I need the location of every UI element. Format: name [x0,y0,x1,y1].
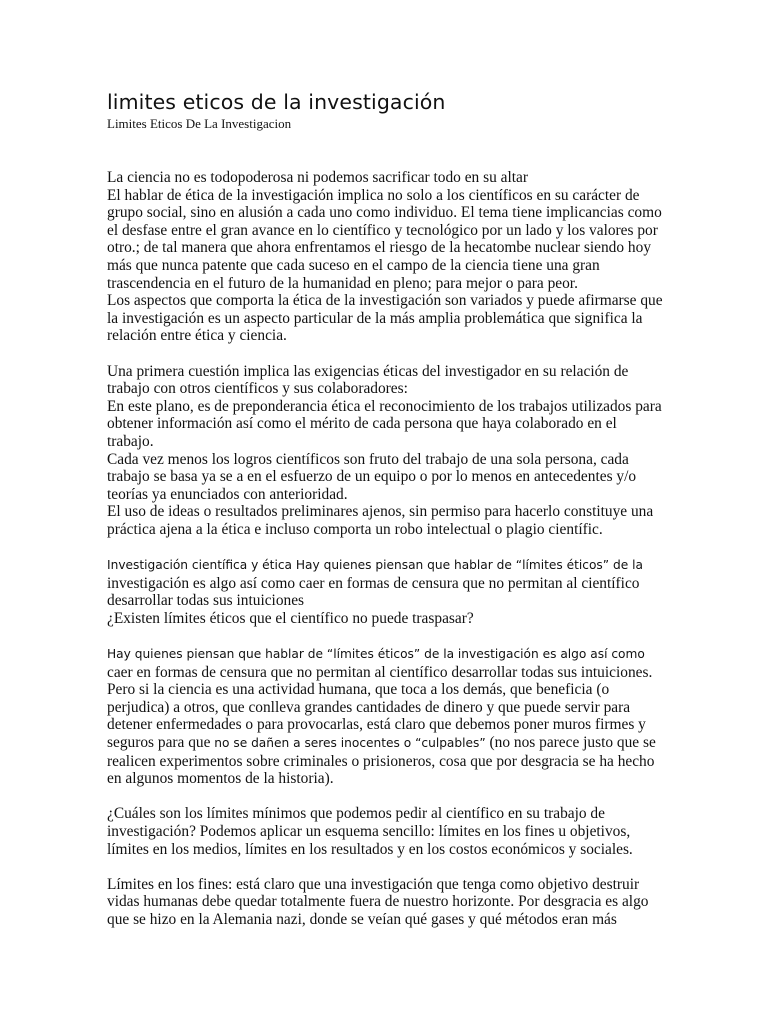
paragraph: La ciencia no es todopoderosa ni podemos sacrificar todo en su altar [107,169,528,186]
paragraph: Cada vez menos los logros científicos son fruto del trabajo de una sola persona, cada trabajo se basa ya se a en el esfuerzo de un equipo o por lo menos en antecedentes y/o teorías ya enunciados con anterioridad. [107,450,637,503]
paragraph: Límites en los fines: está claro que una investigación que tenga como objetivo destruir vidas humanas debe quedar totalmente fuera de nuestro horizonte. Por desgracia es algo que se hizo en la Alemania nazi, donde se veían qué gases y qué métodos eran más [107,875,649,928]
paragraph: Los aspectos que comporta la ética de la investigación son variados y puede afirmarse que la investigación es un aspecto particular de la más amplia problemática que significa la relación entre ética y ciencia. [107,292,663,345]
paragraph-gap [107,858,667,876]
paragraph [107,556,667,610]
sans-run: Investigación científica y ética Hay quienes piensan que hablar de “límites éticos” de la [107,558,643,573]
document-subtitle: Limites Eticos De La Investigacion [107,116,292,131]
paragraph [107,645,667,788]
paragraph: Una primera cuestión implica las exigencias éticas del investigador en su relación de trabajo con otros científicos y sus colaboradores: [107,362,629,398]
text-run: investigación es algo así como caer en formas de censura que no permitan al científico desarrollar todas sus intuiciones [107,574,640,610]
text-run: (no nos parece justo que se realicen experimentos sobre criminales o prisioneros, cosa que por desgracia se ha hecho en algunos momentos de la historia). [107,734,656,788]
sans-run: Hay quienes piensan que hablar de “límites éticos” de la investigación es algo así como [107,647,645,662]
paragraph-gap [107,538,667,556]
document-title: limites eticos de la investigación [107,90,446,114]
paragraph: ¿Cuáles son los límites mínimos que podemos pedir al científico en su trabajo de investigación? Podemos aplicar un esquema sencillo: límites en los fines u objetivos, límites en los medios, límites en los resultados y en los costos económicos y sociales. [107,805,633,858]
paragraph-gap [107,788,667,806]
paragraph: ¿Existen límites éticos que el científico no puede traspasar? [107,609,474,627]
paragraph-gap [107,627,667,645]
paragraph-gap [107,345,667,363]
paragraph: El hablar de ética de la investigación implica no solo a los científicos en su carácter de grupo social, sino en alusión a cada uno como individuo. El tema tiene implicancias como el desfase entre el gran avance en lo científico y tecnológico por un lado y los valores por otro.; de tal manera que ahora enfrentamos el riesgo de la hecatombe nuclear siendo hoy más que nunca patente que cada suceso en el campo de la ciencia tiene una gran trascendencia en el futuro de la humanidad en pleno; para mejor o para peor. [107,186,662,292]
document-body [107,169,667,929]
text-run: caer en formas de censura que no permitan al científico desarrollar todas sus intuiciones. Pero si la ciencia es una actividad humana, que toca a los demás, que beneficia (o perjudica) a otros, que conlleva grandes cantidades de dinero y que puede servir para detener enfermedades o para provocarlas, está claro que debemos poner muros firmes y seguros para que [107,663,653,751]
paragraph: En este plano, es de preponderancia ética el reconocimiento de los trabajos utilizados para obtener información así como el mérito de cada persona que haya colaborado en el trabajo. [107,397,662,450]
paragraph: El uso de ideas o resultados preliminares ajenos, sin permiso para hacerlo constituye una práctica ajena a la ética e incluso comporta un robo intelectual o plagio científic. [107,503,654,538]
document-page [107,88,667,929]
sans-run: no se dañen a seres inocentes o “culpables” [210,736,486,750]
